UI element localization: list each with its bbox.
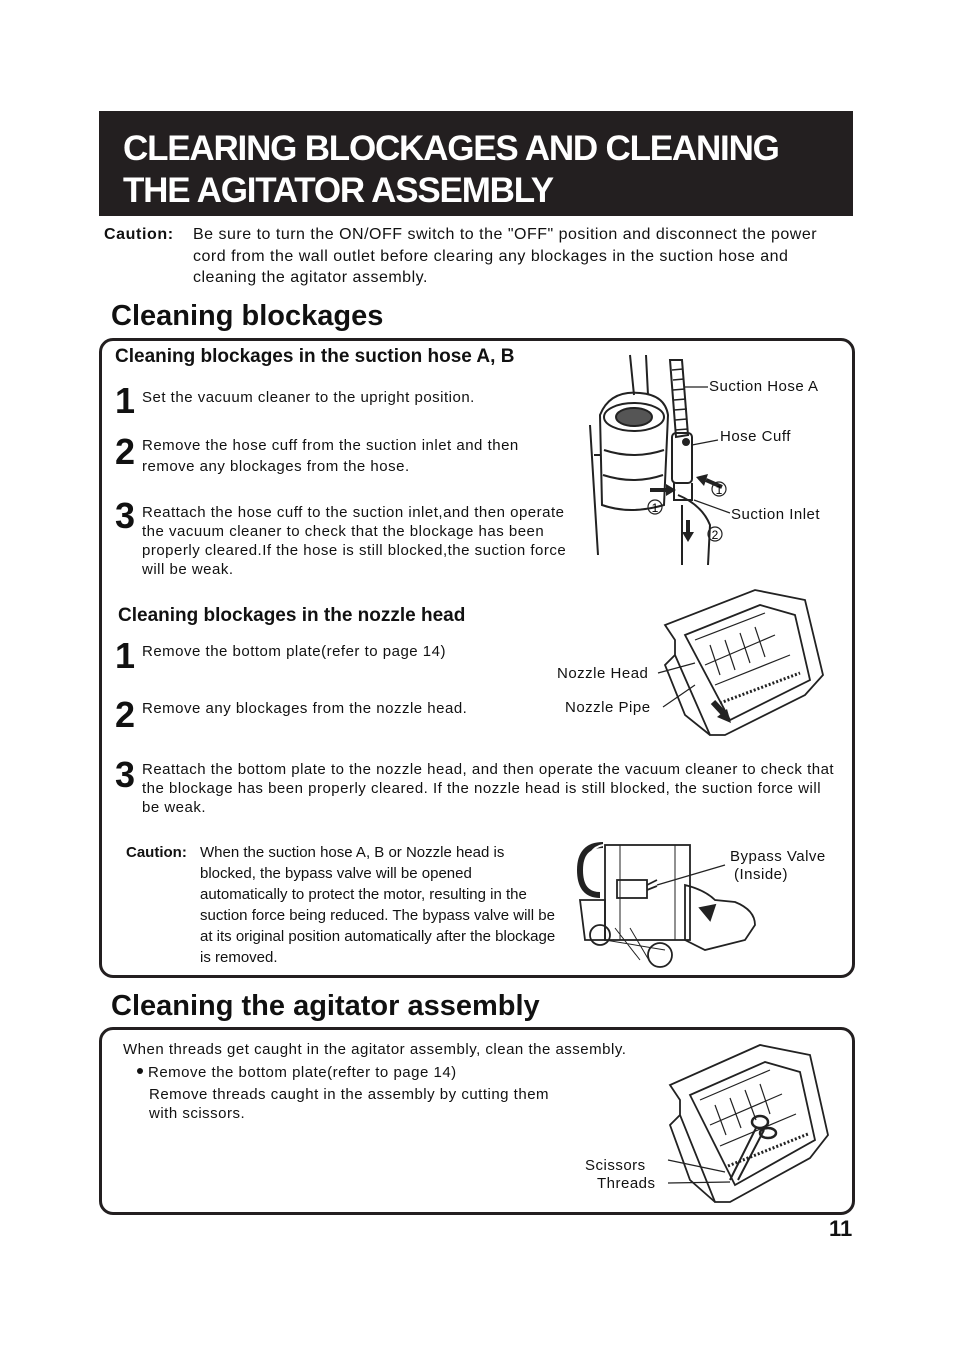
label-bypass-inside: (Inside) [734,866,789,883]
hose-step-1-text: Set the vacuum cleaner to the upright position. [142,389,475,406]
hose-step-2-text: Remove the hose cuff from the suction inlet and then remove any blockages from the hose. [142,437,519,475]
title-banner [99,111,853,216]
subtitle-suction-hose: Cleaning blockages in the suction hose A, B [115,346,515,367]
section-title-agitator: Cleaning the agitator assembly [111,990,540,1022]
agitator-intro: When threads get caught in the agitator assembly, clean the assembly. [123,1041,627,1058]
subtitle-nozzle-head: Cleaning blockages in the nozzle head [118,605,466,626]
bypass-caution-text: When the suction hose A, B or Nozzle head is blocked, the bypass valve will be opened automatically to protect the motor, resulting in the suction force being reduced. The bypass valve will be at its original position automatically after the blockage is removed. [200,844,556,966]
bypass-caution-label: Caution: [126,844,187,861]
label-nozzle-pipe: Nozzle Pipe [565,699,651,716]
label-suction-inlet: Suction Inlet [731,506,821,523]
label-suction-hose-a: Suction Hose A [709,378,819,395]
nozzle-step-2-number: 2 [115,694,136,735]
agitator-bullet: Remove the bottom plate(refter to page 14) [148,1064,457,1081]
hose-step-3-number: 3 [115,495,136,536]
page-title-line-2: THE AGITATOR ASSEMBLY [123,171,553,210]
top-caution-label: Caution: [104,226,174,243]
nozzle-step-1-text: Remove the bottom plate(refer to page 14) [142,643,446,660]
top-caution-text: Be sure to turn the ON/OFF switch to the "OFF" position and disconnect the power cord from the wall outlet before clearing any blockages in the suction hose and cleaning the agitator assembly. [193,226,818,286]
page-title-line-1: CLEARING BLOCKAGES AND CLEANING [123,129,779,168]
agitator-scissors-illustration [660,1040,830,1210]
label-bypass-valve: Bypass Valve [730,848,826,865]
nozzle-step-2-text: Remove any blockages from the nozzle head. [142,700,468,717]
section-title-cleaning-blockages: Cleaning blockages [111,300,384,332]
nozzle-step-3-number: 3 [115,754,136,795]
hose-step-2-number: 2 [115,431,136,472]
bullet-dot [137,1068,143,1074]
label-nozzle-head: Nozzle Head [557,665,649,682]
hose-marker-1a: 1 [715,483,723,497]
hose-marker-1b: 1 [651,501,659,515]
hose-step-1-number: 1 [115,380,136,421]
label-hose-cuff: Hose Cuff [720,428,791,445]
label-scissors: Scissors [585,1157,646,1174]
nozzle-step-3-text: Reattach the bottom plate to the nozzle head, and then operate the vacuum cleaner to check that the blockage has been properly cleared. If the nozzle head is still blocked, the suction force will be weak. [142,761,835,816]
hose-marker-2: 2 [711,528,719,542]
hose-step-3-text: Reattach the hose cuff to the suction inlet,and then operate the vacuum cleaner to check that the blockage has been properly cleared.If the hose is still blocked,the suction force will be weak. [142,504,567,578]
label-threads: Threads [597,1175,656,1192]
nozzle-step-1-number: 1 [115,635,136,676]
agitator-detail: Remove threads caught in the assembly by cutting them with scissors. [149,1086,550,1122]
page-number: 11 [829,1216,853,1241]
nozzle-head-illustration [655,585,825,745]
